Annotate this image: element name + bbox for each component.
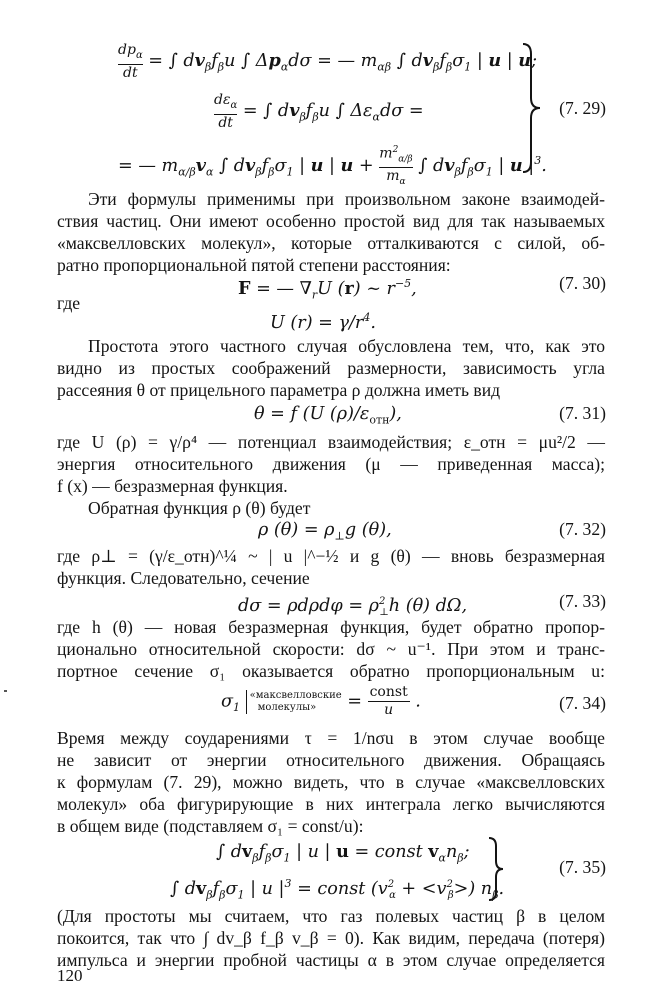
paragraph-line: где U (ρ) = γ/ρ⁴ — потенциал взаимодействия; ε_отн = μu²/2 — bbox=[57, 432, 605, 452]
paragraph-line: молекул» оба фигурирующие в них интеграла легко вычисляются bbox=[57, 794, 605, 814]
paragraph-line: Обратная функция ρ (θ) будет bbox=[88, 498, 311, 518]
equation-7-34: $\sigma_1$ «максвелловские молекулы» = const u . bbox=[221, 684, 421, 718]
equation-number-7-35: (7. 35) bbox=[559, 857, 606, 877]
paragraph-line: ствия частиц. Они имеют особенно простой вид для так называемых bbox=[57, 211, 605, 231]
paragraph-line: видно из простых соображений размерности, зависимость угла bbox=[57, 358, 605, 378]
paragraph-line: Простота этого частного случая обусловлена тем, что, как это bbox=[88, 336, 605, 356]
paragraph-line: портное сечение σ₁ оказывается обратно пропорциональным u: bbox=[57, 661, 605, 681]
equation-7-31: θ = f (U $(\rho)/\varepsilon_{отн}$), bbox=[254, 404, 402, 427]
equation-7-30: F = — $\nabla_rU$ (r) ~ $r^{-5}$, bbox=[238, 277, 417, 302]
equation-7-29-line3: = — $m_{\alpha/\beta}v_\alpha$ ∫ $dv_\beta f_\beta\sigma_1$ | u | u + $\frac{m^2_{\alpha/\beta}}{m_\alpha}$ ∫ $dv_\beta f_\beta\sigma_1$ | u $|^3$. bbox=[118, 142, 547, 190]
equation-7-29-line1: $dp_\alpha$ dt = ∫ $dv_\beta f_\beta u$ ∫ $\Delta p_\alpha d\sigma$ = — $m_{\alpha\beta}$ ∫ $dv_\beta f_\beta\sigma_1$ | u | u; bbox=[118, 42, 538, 81]
paragraph-line: покоится, так что ∫ dv_β f_β v_β = 0). Как видим, передача (потеря) bbox=[57, 928, 605, 948]
equation-number-7-34: (7. 34) bbox=[559, 693, 606, 713]
equation-7-35-line1: ∫ $dv_\beta f_\beta\sigma_1$ | u | u = const $v_\alpha n_\beta$; bbox=[216, 841, 470, 865]
equation-potential-U: U $(r) = \gamma/r^4$. bbox=[270, 311, 376, 333]
equation-7-32: ρ $(\theta) = \rho_\perp g$ (θ), bbox=[258, 520, 392, 543]
paragraph-line: функция. Следовательно, сечение bbox=[57, 568, 310, 588]
where-label: где bbox=[57, 293, 81, 313]
equation-number-7-33: (7. 33) bbox=[559, 591, 606, 611]
paragraph-line: ционально относительной скорости: dσ ~ u⁻¹. При этом и транс- bbox=[57, 639, 605, 659]
paragraph-line: где ρ⊥ = (γ/ε_отн)^¼ ~ | u |^−½ и g (θ) — вновь безразмерная bbox=[57, 546, 605, 566]
margin-mark bbox=[4, 690, 7, 692]
paragraph-line: не зависит от энергии относительного движения. Обращаясь bbox=[57, 750, 605, 770]
paragraph-line: (Для простоты мы считаем, что газ полевых частиц β в целом bbox=[57, 906, 605, 926]
equation-number-7-29: (7. 29) bbox=[559, 98, 606, 118]
paragraph-line: рассеяния θ от прицельного параметра ρ должна иметь вид bbox=[57, 380, 501, 400]
paragraph-line: в общем виде (подставляем σ₁ = const/u): bbox=[57, 816, 364, 836]
paragraph-line: импульса и энергии пробной частицы α в этом случае определяется bbox=[57, 950, 605, 970]
paragraph-line: «максвелловских молекул», которые отталкиваются с силой, об- bbox=[57, 233, 605, 253]
paragraph-line: к формулам (7. 29), можно видеть, что в случае «максвелловских bbox=[57, 772, 605, 792]
page-number: 120 bbox=[57, 966, 83, 985]
equation-number-7-31: (7. 31) bbox=[559, 403, 606, 423]
equation-7-29-line2: $d\varepsilon_\alpha$ dt = ∫ $dv_\beta f_\beta u$ ∫ $\Delta\varepsilon_\alpha d\sigma$ = bbox=[214, 92, 424, 131]
paragraph-line: ратно пропорциональной пятой степени расстояния: bbox=[57, 255, 451, 275]
right-brace-7-29 bbox=[520, 42, 544, 174]
paragraph-line: где h (θ) — новая безразмерная функция, будет обратно пропор- bbox=[57, 617, 605, 637]
paragraph-line: Эти формулы применимы при произвольном законе взаимодей- bbox=[88, 189, 605, 209]
equation-7-35-line2: ∫ $dv_\beta f_\beta\sigma_1$ | u $|^3$ = const $(v^2_\alpha + <v^2_\beta>)$ $n_\beta$. bbox=[170, 877, 505, 902]
paragraph-line: Время между соударениями τ = 1/nσu в этом случае вообще bbox=[57, 728, 605, 748]
equation-7-33: $d\sigma = \rho d\rho d\varphi = \rho^2_\perp h$ (θ) dΩ, bbox=[238, 595, 468, 619]
equation-number-7-30: (7. 30) bbox=[559, 273, 606, 293]
paragraph-line: энергия относительного движения (μ — приведенная масса); bbox=[57, 454, 605, 474]
equation-number-7-32: (7. 32) bbox=[559, 519, 606, 539]
right-brace-7-35 bbox=[487, 836, 507, 902]
paragraph-line: f (x) — безразмерная функция. bbox=[57, 476, 288, 496]
